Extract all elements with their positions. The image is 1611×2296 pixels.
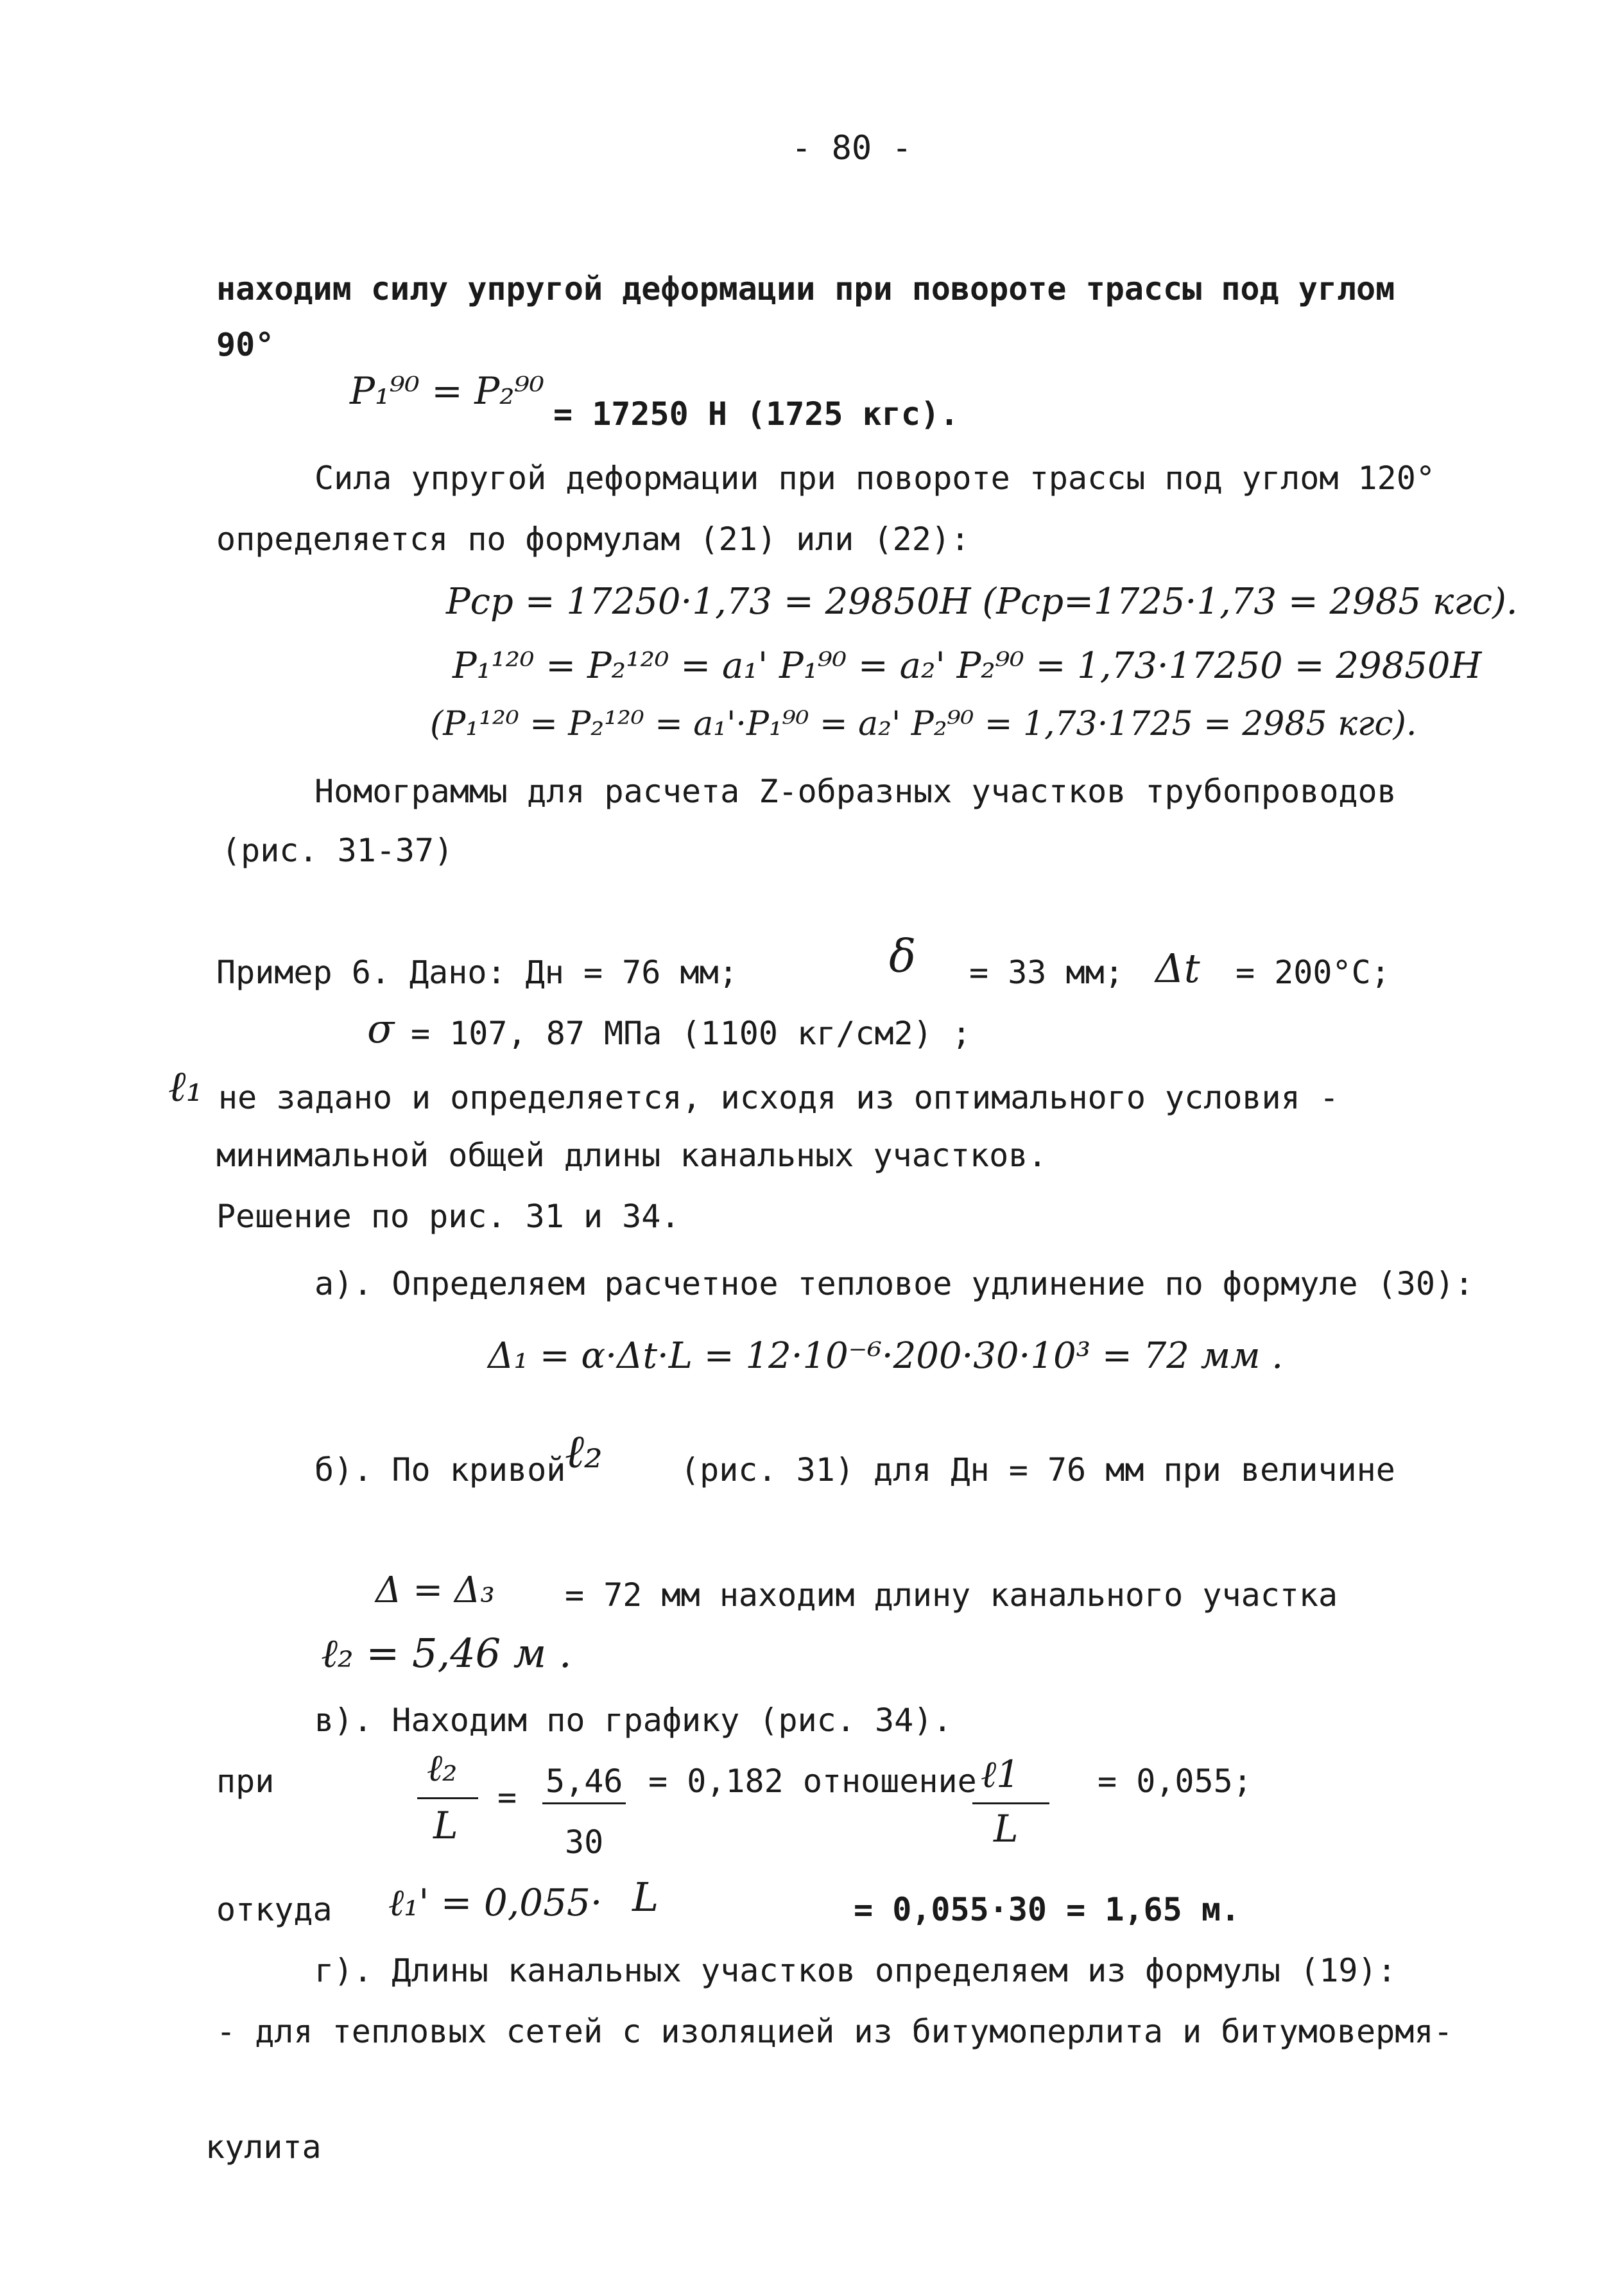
example-thickness: = 33 мм; [969,954,1124,991]
handwritten-formula-3: (P₁¹²⁰ = P₂¹²⁰ = a₁'·P₁⁹⁰ = a₂' P₂⁹⁰ = 1,73·1725 = 2985 кгс). [430,705,1417,743]
fraction-2-denominator: 30 [565,1824,604,1861]
l-symbol: L [632,1874,659,1921]
formula-p90-value: = 17250 Н (1725 кгс). [553,395,960,433]
step-a-line: а). Определяем расчетное тепловое удлинение по формуле (30): [314,1265,1474,1302]
example-line-1: Пример 6. Дано: Дн = 76 мм; [216,954,738,991]
sigma-symbol: σ [367,1005,395,1052]
ratio-value: = 0,055; [1098,1763,1252,1800]
step-v-line: в). Находим по графику (рис. 34). [314,1702,952,1739]
example-line-4: минимальной общей длины канальных участков. [216,1137,1047,1174]
fraction-3-numerator: ℓ1 [981,1752,1021,1796]
handwritten-formula-1: Pcp = 17250·1,73 = 29850Н (Pcp=1725·1,73 = 2985 кгс). [446,581,1518,623]
delta-symbol: δ [889,930,917,983]
fraction-1-numerator: ℓ₂ [427,1746,458,1790]
fraction-2-numerator: 5,46 [546,1763,623,1800]
text-line-1: находим силу упругой деформации при повороте трассы под углом [216,270,1395,307]
fraction-3-bar [972,1802,1049,1804]
step-b-continued: = 72 мм находим длину канального участка [565,1576,1338,1614]
l1-prime-formula: ℓ₁' = 0,055· [388,1881,603,1924]
fraction-1-bar [417,1797,478,1799]
delta-equals: Δ = Δ₃ [375,1569,495,1611]
otkuda-label: откуда [216,1891,332,1928]
ratio-text: = 0,182 отношение [648,1763,977,1800]
example-line-2: = 107, 87 МПа (1100 кг/см2) ; [411,1015,971,1052]
page-number: - 80 - [791,129,912,168]
fraction-2-bar [542,1802,626,1804]
example-line-3: не задано и определяется, исходя из оптимального условия - [218,1079,1339,1116]
pri-label: при [216,1763,275,1800]
step-b-line-end: (рис. 31) для Дн = 76 мм при величине [680,1451,1395,1489]
fraction-equals: = [497,1779,517,1816]
l1-symbol: ℓ₁ [168,1062,203,1111]
l2-symbol: ℓ₂ [565,1424,603,1478]
l1-prime-result: = 0,055·30 = 1,65 м. [854,1891,1241,1928]
delta-t-symbol: Δt [1155,945,1200,992]
step-g-line: г). Длины канальных участков определяем из формулы (19): [314,1952,1397,1989]
text-line-3: Сила упругой деформации при повороте трассы под углом 120° [314,460,1435,497]
handwritten-formula-2: P₁¹²⁰ = P₂¹²⁰ = a₁' P₁⁹⁰ = a₂' P₂⁹⁰ = 1,73·17250 = 29850Н [452,645,1482,687]
example-line-5: Решение по рис. 31 и 34. [216,1198,680,1235]
last-line: кулита [205,2128,322,2166]
formula-p90: P₁⁹⁰ = P₂⁹⁰ [350,369,545,413]
step-b-line-start: б). По кривой [314,1451,566,1489]
text-line-4: определяется по формулам (21) или (22): [216,521,970,558]
text-line-5: Номограммы для расчета Z-образных участков трубопроводов [314,773,1397,810]
fraction-1-denominator: L [433,1804,458,1847]
l2-result: ℓ₂ = 5,46 м . [321,1630,572,1677]
step-a-formula: Δ₁ = α·Δt·L = 12·10⁻⁶·200·30·10³ = 72 мм . [488,1335,1284,1377]
example-temperature: = 200°C; [1236,954,1390,991]
fraction-3-denominator: L [994,1807,1019,1851]
text-line-2: 90° [216,326,275,363]
dash-line: - для тепловых сетей с изоляцией из битумоперлита и битумовермя- [216,2013,1453,2050]
text-line-6: (рис. 31-37) [221,832,454,869]
